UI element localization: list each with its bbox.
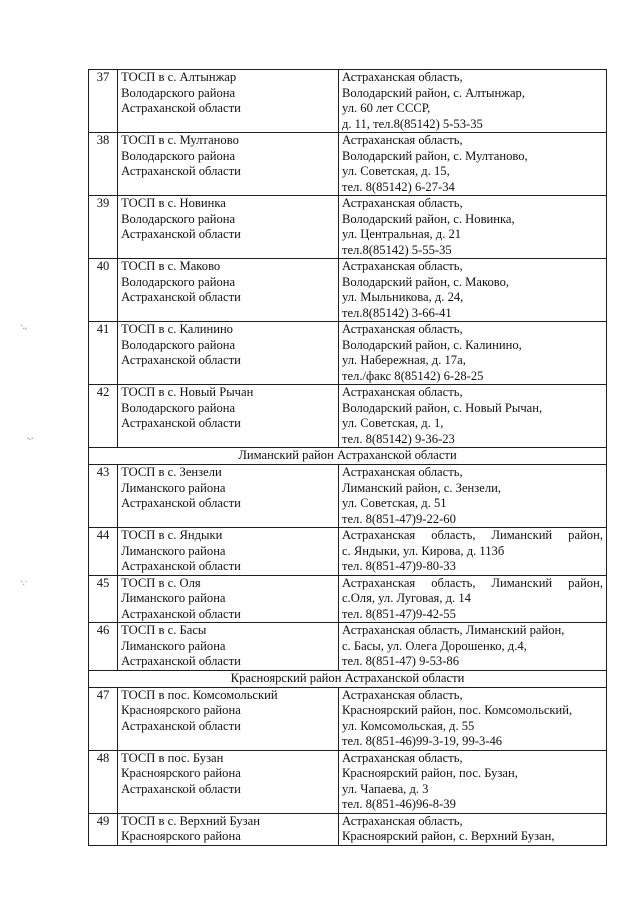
district-section-row [89,448,607,465]
address-cell [338,528,606,576]
address-line: с. Яндыки, ул. Кирова, д. 113б [341,543,505,558]
office-name-line: ТОСП в пос. Комсомольский [121,687,278,702]
address-line: тел. 8(851-46)99-3-19, 99-3-46 [341,734,503,748]
district-section-row [89,670,607,687]
office-name-line: ТОСП в с. Оля [121,575,201,590]
address-line: Астраханская область, [341,750,463,765]
address-line: Володарский район, с. Алтынжар, [341,85,525,100]
office-name-cell [118,623,339,671]
office-name-line: Астраханской области [121,227,241,241]
office-name-cell [118,813,339,845]
office-name-line: ТОСП в с. Калинино [121,322,233,336]
office-name-line: Астраханской области [121,781,241,796]
office-name-line: Володарского района [121,274,236,289]
office-name-line: ТОСП в с. Басы [121,623,207,637]
address-line: ул. Набережная, д. 17а, [341,353,466,367]
table-row [89,196,607,259]
address-line: Астраханская область, [341,322,463,336]
office-name-line: ТОСП в с. Верхний Бузан [121,813,260,828]
table-row [89,133,607,196]
address-line: Астраханская область, Лиманский район, [341,623,565,637]
address-cell [338,465,606,528]
office-name-line: Лиманского района [121,591,226,605]
address-line: Володарский район, с. Новый Рычан, [341,400,543,415]
office-name-line: Володарского района [121,337,236,352]
office-name-line: ТОСП в пос. Бузан [121,750,224,765]
address-cell [338,750,606,813]
office-name-cell [118,575,339,623]
office-name-cell [118,465,339,528]
office-name-line: Лиманского района [121,543,226,558]
office-name-cell [118,750,339,813]
address-line: ул. Советская, д. 15, [341,164,450,178]
office-name-line: Володарского района [121,148,236,163]
office-name-line: Володарского района [121,400,236,415]
office-name-cell [118,687,339,750]
row-number: 46 [89,623,118,671]
office-name-line: Астраханской области [121,101,241,115]
address-line: тел. 8(851-47)9-42-55 [341,606,456,621]
table-row [89,623,607,671]
office-name-line: Астраханской области [121,496,241,510]
office-name-line: Володарского района [121,85,236,100]
address-line: тел. 8(851-47) 9-53-86 [341,654,460,668]
row-number: 42 [89,385,118,448]
address-line: тел. 8(851-47)9-80-33 [341,559,456,573]
registry-table [88,69,607,846]
address-line: ул. Мыльникова, д. 24, [341,290,464,304]
address-line: Володарский район, с. Мултаново, [341,148,528,163]
office-name-cell [118,259,339,322]
office-name-line: ТОСП в с. Мултаново [121,133,239,147]
row-number: 38 [89,133,118,196]
scan-artifact-mark: ·., [20,321,27,332]
address-cell [338,623,606,671]
address-line: Лиманский район, с. Зензели, [341,480,502,495]
address-line: Астраханская область, [341,687,463,702]
address-line: тел. 8(851-47)9-22-60 [341,511,456,526]
table-row [89,687,607,750]
address-cell [338,133,606,196]
row-number: 44 [89,528,118,576]
office-name-cell [118,385,339,448]
row-number: 47 [89,687,118,750]
row-number: 40 [89,259,118,322]
row-number: 43 [89,465,118,528]
address-line: Красноярский район, пос. Бузан, [341,766,518,780]
table-row [89,575,607,623]
office-name-line: ТОСП в с. Новый Рычан [121,385,254,399]
address-line: ул. Чапаева, д. 3 [341,781,429,796]
office-name-line: Красноярского района [121,766,241,780]
address-line: тел./факс 8(85142) 6-28-25 [341,368,484,383]
address-line: ул. Комсомольская, д. 55 [341,718,475,733]
address-line: тел. 8(85142) 9-36-23 [341,431,455,446]
address-line: Астраханская область, Лиманский район, [341,575,603,590]
office-name-cell [118,322,339,385]
district-heading: Красноярский район Астраханской области [89,670,607,687]
address-line: ул. Советская, д. 51 [341,496,447,510]
office-name-line: Лиманского района [121,480,226,495]
office-name-cell [118,196,339,259]
address-line: Астраханская область, Лиманский район, [341,528,603,542]
address-line: Астраханская область, [341,385,463,399]
address-cell [338,259,606,322]
address-line: ул. 60 лет СССР, [341,101,431,115]
address-line: тел.8(85142) 3-66-41 [341,305,452,320]
table-row [89,528,607,576]
address-cell [338,385,606,448]
table-row [89,465,607,528]
address-line: Астраханская область, [341,465,463,479]
address-line: Астраханская область, [341,196,463,210]
row-number: 37 [89,70,118,133]
row-number: 48 [89,750,118,813]
office-name-line: Астраханской области [121,353,241,367]
address-line: Володарский район, с. Маково, [341,274,510,289]
office-name-line: Красноярского района [121,829,241,843]
address-line: Володарский район, с. Калинино, [341,337,522,352]
scan-artifact-mark: ·.· [20,577,27,588]
office-name-line: ТОСП в с. Яндыки [121,528,223,542]
office-name-cell [118,528,339,576]
office-name-line: Астраханской области [121,164,241,178]
address-line: Красноярский район, пос. Комсомольский, [341,703,573,717]
address-cell [338,322,606,385]
address-line: Астраханская область, [341,133,463,147]
address-line: Володарский район, с. Новинка, [341,211,515,226]
office-name-cell [118,70,339,133]
address-line: Астраханская область, [341,813,463,828]
address-line: Астраханская область, [341,259,463,273]
table-row [89,813,607,845]
office-name-line: Астраханской области [121,290,241,304]
row-number: 49 [89,813,118,845]
office-name-line: Красноярского района [121,703,241,717]
scan-artifact-mark: ·-· [26,434,33,445]
office-name-cell [118,133,339,196]
address-line: ул. Центральная, д. 21 [341,227,462,241]
address-line: тел. 8(85142) 6-27-34 [341,179,455,194]
office-name-line: Астраханской области [121,559,241,573]
address-cell [338,687,606,750]
address-line: ул. Советская, д. 1, [341,416,444,430]
office-name-line: ТОСП в с. Зензели [121,465,222,479]
office-name-line: Астраханской области [121,416,241,430]
address-line: Красноярский район, с. Верхний Бузан, [341,829,555,843]
address-line: тел.8(85142) 5-55-35 [341,242,452,257]
address-line: с.Оля, ул. Луговая, д. 14 [341,591,471,605]
table-row [89,259,607,322]
table-row [89,385,607,448]
office-name-line: Лиманского района [121,638,226,653]
row-number: 39 [89,196,118,259]
office-name-line: ТОСП в с. Маково [121,259,221,273]
office-name-line: Астраханской области [121,718,241,733]
office-name-line: ТОСП в с. Алтынжар [121,70,237,84]
district-heading: Лиманский район Астраханской области [89,448,607,465]
address-line: д. 11, тел.8(85142) 5-53-35 [341,116,483,131]
table-row [89,750,607,813]
address-line: тел. 8(851-46)96-8-39 [341,797,456,811]
office-name-line: Володарского района [121,211,236,226]
address-line: с. Басы, ул. Олега Дорошенко, д.4, [341,638,527,653]
office-name-line: Астраханской области [121,606,241,621]
address-cell [338,70,606,133]
office-name-line: Астраханской области [121,654,241,668]
address-cell [338,196,606,259]
address-cell [338,813,606,845]
table-row [89,70,607,133]
office-name-line: ТОСП в с. Новинка [121,196,226,210]
address-line: Астраханская область, [341,70,463,84]
table-row [89,322,607,385]
address-cell [338,575,606,623]
row-number: 45 [89,575,118,623]
row-number: 41 [89,322,118,385]
